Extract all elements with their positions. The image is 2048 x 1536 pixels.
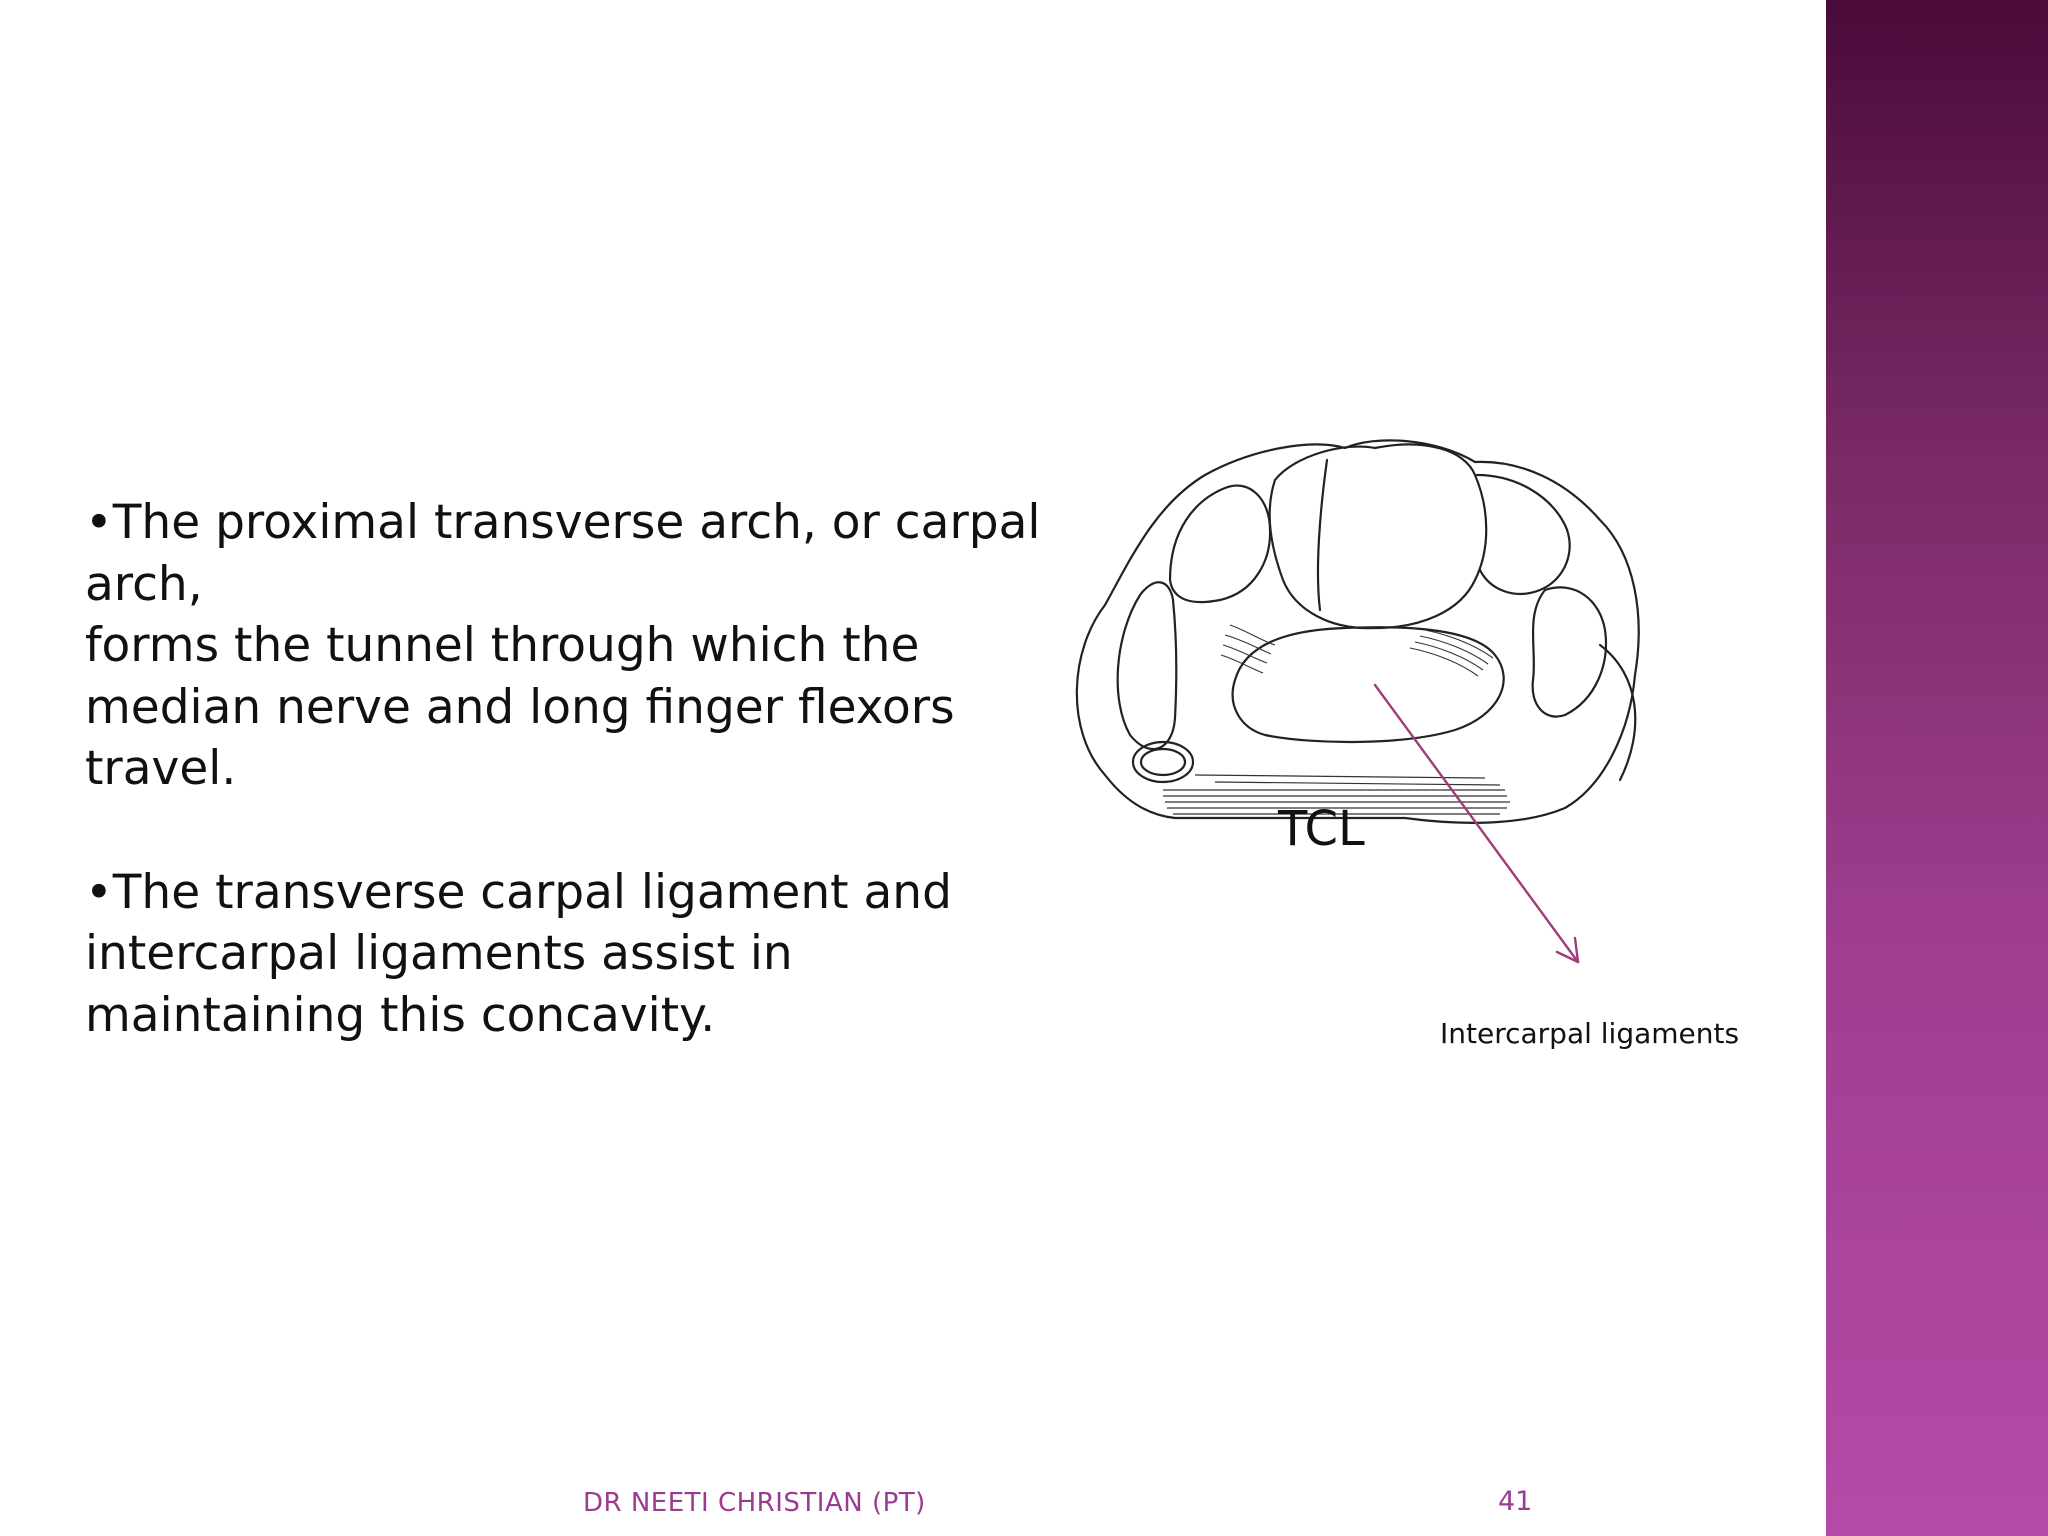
bone-center (1270, 444, 1487, 628)
page-number: 41 (1498, 1486, 1533, 1517)
carpal-arch-illustration (1045, 430, 1745, 1070)
callout-arrow (1375, 685, 1578, 962)
carpal-arch-drawing (1045, 430, 1745, 1070)
bullet-2-line-1: •The transverse carpal ligament and intercarpal ligaments assist in maintaining this concavity. (85, 864, 952, 1043)
bullet-spacer (85, 800, 1085, 862)
footer-author: DR NEETI CHRISTIAN (PT) (583, 1488, 926, 1518)
decorative-side-band (1826, 0, 2048, 1536)
bullet-1-line-2: forms the tunnel through which the median nerve and long finger flexors travel. (85, 618, 955, 796)
bone-right (1533, 587, 1606, 716)
bone-left (1118, 582, 1177, 749)
slide-body-text (85, 492, 1085, 1046)
tcl-label: TCL (1278, 801, 1365, 857)
bone-center-divider (1318, 460, 1327, 610)
bone-upper-right (1477, 475, 1570, 594)
bullet-1-line-1: •The proximal transverse arch, or carpal arch, (85, 495, 1041, 612)
bone-upper-left (1170, 486, 1270, 603)
intercarpal-ligaments-label: Intercarpal ligaments (1440, 1017, 1740, 1050)
outer-outline (1077, 440, 1639, 822)
